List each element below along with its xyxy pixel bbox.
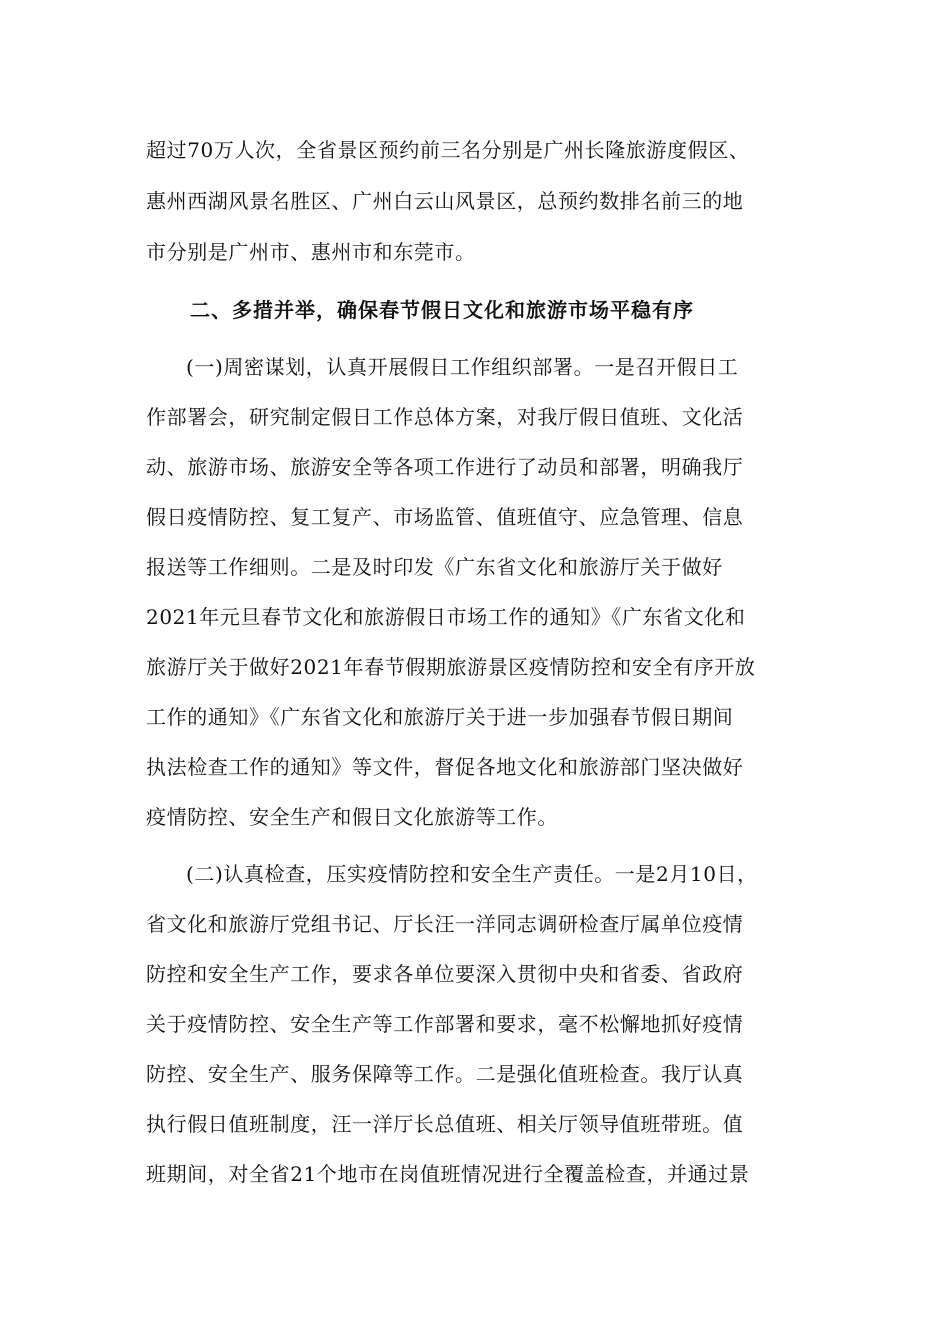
body-text-line: 执法检查工作的通知》等文件，督促各地文化和旅游部门坚决做好 [146, 755, 744, 779]
body-text-line: 执行假日值班制度，汪一洋厅长总值班、相关厅领导值班带班。值 [146, 1112, 744, 1136]
body-text-line: 防控和安全生产工作，要求各单位要深入贯彻中央和省委、省政府 [146, 962, 744, 986]
body-text-line: 工作的通知》《广东省文化和旅游厅关于进一步加强春节假日期间 [146, 705, 734, 729]
body-text-line: 报送等工作细则。二是及时印发《广东省文化和旅游厅关于做好 [146, 555, 723, 579]
body-text-line: 2021年元旦春节文化和旅游假日市场工作的通知》《广东省文化和 [146, 605, 746, 629]
body-text-line: 惠州西湖风景名胜区、广州白云山风景区，总预约数排名前三的地 [146, 189, 744, 213]
body-text-line: 作部署会，研究制定假日工作总体方案，对我厅假日值班、文化活 [146, 405, 744, 429]
body-text-line: 班期间，对全省21个地市在岗值班情况进行全覆盖检查，并通过景 [146, 1162, 750, 1186]
body-text-line: 省文化和旅游厅党组书记、厅长汪一洋同志调研检查厅属单位疫情 [146, 912, 744, 936]
paragraph-first-line: (一)周密谋划，认真开展假日工作组织部署。一是召开假日工 [186, 355, 739, 379]
section-heading: 二、多措并举，确保春节假日文化和旅游市场平稳有序 [190, 298, 694, 322]
body-text-line: 防控、安全生产、服务保障等工作。二是强化值班检查。我厅认真 [146, 1062, 744, 1086]
body-text-line: 动、旅游市场、旅游安全等各项工作进行了动员和部署，明确我厅 [146, 455, 744, 479]
paragraph-first-line: (二)认真检查，压实疫情防控和安全生产责任。一是2月10日， [186, 862, 758, 886]
body-text-line: 旅游厅关于做好2021年春节假期旅游景区疫情防控和安全有序开放 [146, 655, 756, 679]
body-text-line: 市分别是广州市、惠州市和东莞市。 [146, 240, 476, 264]
body-text-line: 假日疫情防控、复工复产、市场监管、值班值守、应急管理、信息 [146, 505, 744, 529]
body-text-line: 超过70万人次，全省景区预约前三名分别是广州长隆旅游度假区、 [146, 138, 750, 162]
body-text-line: 关于疫情防控、安全生产等工作部署和要求，毫不松懈地抓好疫情 [146, 1012, 744, 1036]
body-text-line: 疫情防控、安全生产和假日文化旅游等工作。 [146, 805, 558, 829]
